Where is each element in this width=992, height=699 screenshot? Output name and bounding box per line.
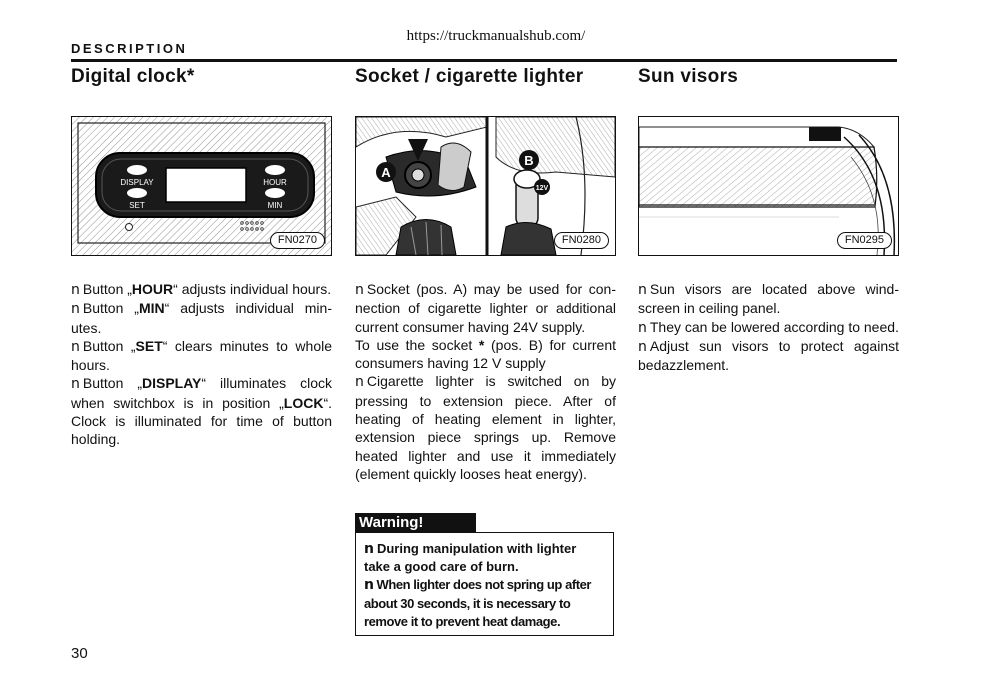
figure-code: FN0270 bbox=[270, 232, 325, 249]
warning-item: n During manipulation with lighter take a good care of burn. bbox=[364, 541, 577, 575]
warning-item: n When lighter does not spring up after about 30 seconds, it is necessary to remove it to prevent heat damage. bbox=[364, 577, 591, 629]
warning-box bbox=[355, 532, 614, 636]
visor-location-paragraph: n Sun visors are located above wind-screen in ceiling panel. bbox=[638, 281, 899, 317]
socket-figure bbox=[355, 116, 616, 256]
digital-clock-heading: Digital clock* bbox=[71, 66, 195, 87]
digital-clock-figure bbox=[71, 116, 332, 256]
min-button-label: MIN bbox=[267, 201, 283, 210]
set-button-label: SET bbox=[129, 201, 145, 210]
display-paragraph: n Button „DISPLAY“ illuminates clock when switchbox is in position „LOCK“. Clock is illuminated for time of button holding. bbox=[71, 375, 332, 448]
figure-code: FN0280 bbox=[554, 232, 609, 249]
header-rule bbox=[71, 59, 897, 62]
sun-visors-figure bbox=[638, 116, 899, 256]
warning-title: Warning! bbox=[355, 513, 476, 532]
figure-code: FN0295 bbox=[837, 232, 892, 249]
visor-adjust-paragraph: n Adjust sun visors to protect against bedazzlement. bbox=[638, 337, 899, 374]
sun-visors-heading: Sun visors bbox=[638, 66, 739, 87]
label-12v: 12V bbox=[535, 185, 549, 192]
section-label: DESCRIPTION bbox=[71, 41, 188, 56]
digital-clock-column bbox=[71, 66, 332, 449]
set-paragraph: n Button „SET“ clears minutes to whole hours. bbox=[71, 337, 333, 374]
socket-column bbox=[355, 66, 616, 483]
socket-text bbox=[355, 280, 616, 483]
digital-clock-text bbox=[71, 280, 332, 449]
hour-paragraph: n Button „HOUR“ adjusts individual hours. bbox=[71, 281, 332, 298]
socket-paragraph: n Socket (pos. A) may be used for con-nection of cigarette lighter or additional current consumer having 24V supply. bbox=[355, 281, 616, 335]
display-button-label: DISPLAY bbox=[120, 178, 154, 187]
label-a: A bbox=[381, 165, 391, 180]
socket-heading: Socket / cigarette lighter bbox=[355, 66, 584, 87]
sun-visors-text bbox=[638, 280, 899, 374]
socket-12v-paragraph: To use the socket * (pos. B) for current consumers having 12 V supply bbox=[355, 336, 617, 372]
lighter-paragraph: n Cigarette lighter is switched on by pressing to extension piece. After of heating of heating element in lighter, extension piece springs up. Remove heated lighter and use it immediately (element quickly looses heat energy). bbox=[355, 373, 616, 482]
source-url[interactable]: https://truckmanualshub.com/ bbox=[406, 28, 586, 44]
hour-button-label: HOUR bbox=[263, 178, 287, 187]
visor-lowering-paragraph: n They can be lowered according to need. bbox=[638, 318, 899, 336]
sun-visors-column bbox=[638, 66, 899, 374]
min-paragraph: n Button „MIN“ adjusts individual min-utes. bbox=[71, 300, 332, 336]
page-number: 30 bbox=[71, 645, 88, 662]
label-b: B bbox=[524, 153, 534, 168]
